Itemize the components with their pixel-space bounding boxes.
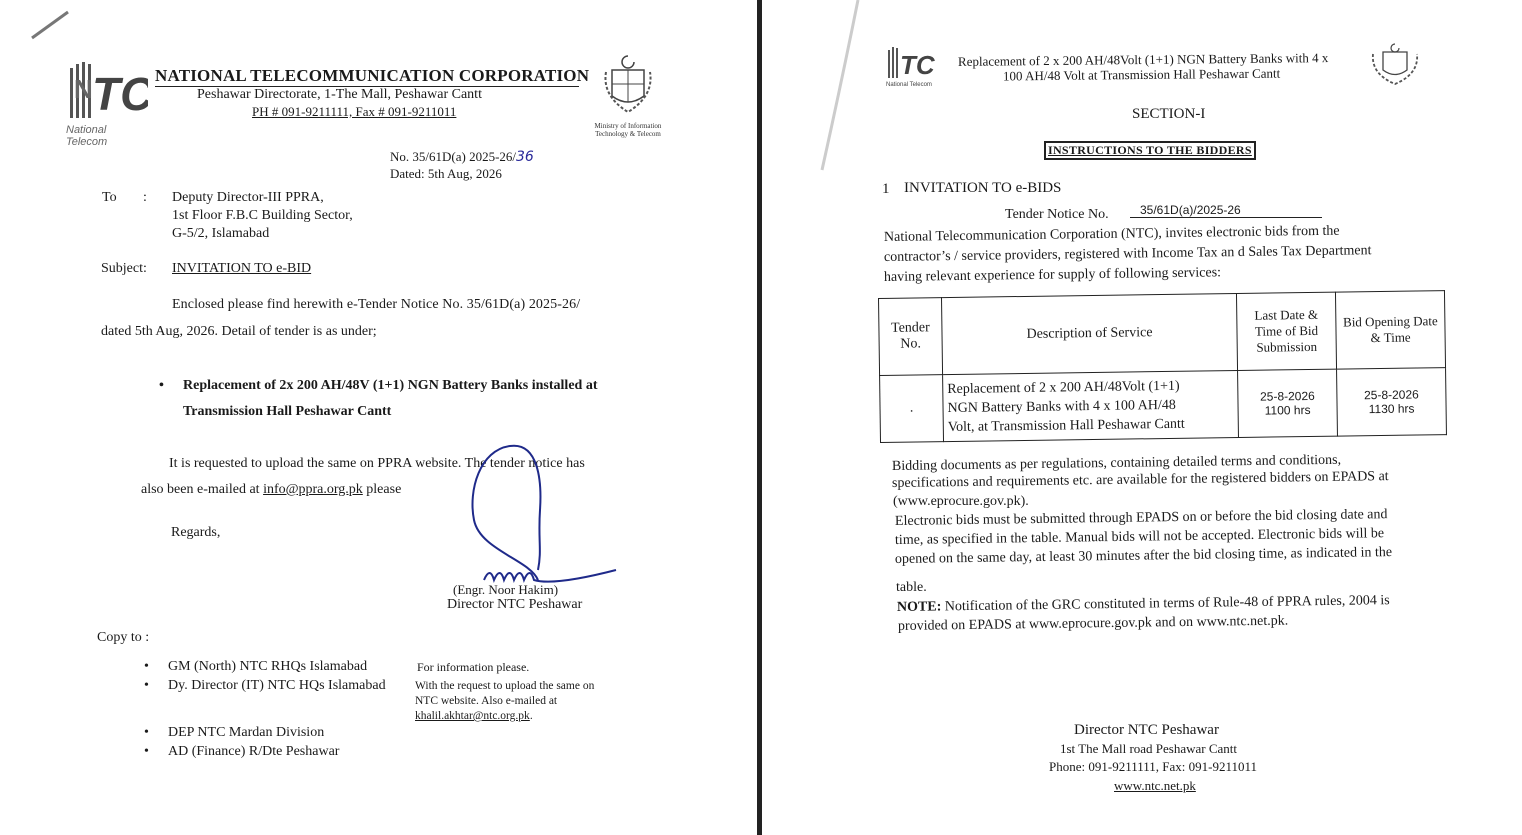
desc-line-2: NGN Battery Banks with 4 x 100 AH/48 [947, 397, 1176, 416]
to-colon: : [143, 190, 147, 205]
cell-tender-no: . [880, 375, 944, 443]
header-tender-no: Tender No. [879, 298, 943, 376]
copy-recipient-1: • GM (North) NTC RHQs Islamabad [168, 659, 367, 675]
para1-line-3: (www.eprocure.gov.pk). [893, 494, 1029, 509]
last-time: 1100 hrs [1264, 402, 1311, 418]
signatory-title: Director NTC Peshawar [447, 597, 583, 612]
para2-line-4: table. [896, 580, 927, 595]
header-last-date: Last Date & Time of Bid Submission [1236, 292, 1336, 370]
footer-website-link[interactable]: www.ntc.net.pk [1114, 778, 1196, 793]
copy-note-1: For information please. [417, 660, 530, 674]
header-description: Description of Service [942, 293, 1238, 374]
reference-number-text: No. 35/61D(a) 2025-26/ [390, 149, 517, 164]
svg-text:N: N [74, 74, 93, 104]
handwritten-number: 36 [516, 149, 534, 165]
para2-line-3: opened on the same day, at least 30 minutes after the bid closing time, as indicated in the [894, 545, 1393, 567]
copy-note-2-line-1: With the request to upload the same on [415, 680, 595, 692]
ppra-email-link[interactable]: info@ppra.org.pk [263, 482, 363, 497]
para1-line-2: specifications and requirements etc. are available for the registered bidders on EPADS at [891, 469, 1389, 491]
copy-note-2-line-2: NTC website. Also e-mailed at [415, 695, 558, 707]
regards: Regards, [171, 525, 221, 540]
letter-page [0, 0, 757, 835]
para1-line-1: Bidding documents as per regulations, containing detailed terms and conditions, [891, 452, 1342, 474]
scan-edge-shadow [802, 0, 862, 200]
tender-item-line-1: • Replacement of 2x 200 AH/48V (1+1) NGN Battery Banks installed at [183, 378, 597, 394]
org-address: Peshawar Directorate, 1-The Mall, Peshawar Cantt [197, 87, 482, 102]
recipient-line-1: Deputy Director-III PPRA, [172, 190, 324, 205]
copy-to-label: Copy to : [97, 630, 150, 645]
state-emblem-small-icon [1367, 42, 1423, 90]
government-emblem [594, 52, 662, 140]
ntc-logo-icon [66, 58, 148, 122]
small-logo-caption: National Telecom [886, 82, 932, 88]
doc-header-line-1: Replacement of 2 x 200 AH/48Volt (1+1) NGN Battery Banks with 4 x [957, 50, 1329, 69]
tender-table [878, 290, 1447, 443]
state-emblem-icon [600, 52, 656, 118]
footer-phone: Phone: 091-9211111, Fax: 091-9211011 [1049, 759, 1257, 774]
note-line-1 [897, 593, 1390, 616]
tender-notice-value: 35/61D(a)/2025-26 [1130, 203, 1322, 218]
intro-line-3: having relevant experience for supply of following services: [883, 265, 1222, 285]
body-paragraph-2-prefix: also been e-mailed at [141, 482, 264, 497]
tender-notice-label: Tender Notice No. [1005, 207, 1109, 222]
intro-line-2: contractor’s / service providers, registered with Income Tax an d Sales Tax Department [883, 243, 1372, 265]
to-label: To [102, 190, 117, 205]
last-date: 25-8-2026 [1259, 388, 1315, 404]
instructions-heading: INSTRUCTIONS TO THE BIDDERS [1044, 141, 1256, 160]
cell-open-date [1337, 368, 1447, 437]
copy-recipient-2: • Dy. Director (IT) NTC HQs Islamabad [168, 678, 386, 694]
cell-description [943, 370, 1239, 441]
org-name: NATIONAL TELECOMMUNICATION CORPORATION [155, 66, 590, 85]
subject-label: Subject: [101, 261, 147, 276]
note-label: NOTE: [896, 599, 942, 615]
doc-header-line-2: 100 AH/48 Volt at Transmission Hall Peshawar Cantt [1002, 65, 1281, 84]
section-title: SECTION-I [1132, 106, 1206, 122]
note-line-2: provided on EPADS at www.eprocure.gov.pk and on www.ntc.net.pk. [897, 613, 1289, 634]
copy-recipient-3: • DEP NTC Mardan Division [168, 725, 324, 741]
ntc-logo [66, 58, 148, 148]
tender-document-page [762, 0, 1522, 835]
ntc-logo-small-icon [886, 44, 936, 80]
note-text: Notification of the GRC constituted in terms of Rule-48 of PPRA rules, 2004 is [941, 593, 1390, 615]
tender-item-line-2: Transmission Hall Peshawar Cantt [183, 404, 392, 419]
it-email-link[interactable]: khalil.akhtar@ntc.org.pk [415, 710, 530, 722]
handwritten-signature [460, 440, 620, 600]
recipient-line-2: 1st Floor F.B.C Building Sector, [172, 208, 353, 223]
header-bid-opening: Bid Opening Date & Time [1335, 291, 1445, 370]
org-phone: PH # 091-9211111, Fax # 091-9211011 [252, 104, 457, 119]
body-paragraph-1-line-1: Enclosed please find herewith e-Tender Notice No. 35/61D(a) 2025-26/ [172, 297, 581, 312]
body-paragraph-2-suffix: please [362, 482, 402, 497]
intro-line-1: National Telecommunication Corporation (NTC), invites electronic bids from the [883, 223, 1340, 245]
dated: Dated: 5th Aug, 2026 [390, 166, 502, 181]
table-header-row [879, 291, 1446, 376]
open-date: 25-8-2026 [1363, 387, 1419, 403]
footer-address: 1st The Mall road Peshawar Cantt [1060, 741, 1238, 756]
item-number: 1 [882, 181, 890, 197]
open-time: 1130 hrs [1368, 401, 1415, 417]
subject-text: INVITATION TO e-BID [172, 261, 312, 276]
svg-text:TC: TC [900, 50, 935, 80]
para2-line-1: Electronic bids must be submitted through EPADS on or before the bid closing date and [894, 507, 1388, 529]
copy-recipient-4: • AD (Finance) R/Dte Peshawar [168, 744, 339, 760]
pen-stroke-mark [28, 8, 72, 42]
body-paragraph-2-line-1: It is requested to upload the same on PPRA website. The tender notice has [169, 456, 585, 471]
footer-title: Director NTC Peshawar [1074, 722, 1219, 738]
ministry-caption-2: Technology & Telecom [595, 130, 661, 138]
copy-note-2-line-3-post: . [529, 710, 533, 722]
copy-note-2-line-3 [415, 710, 533, 722]
reference-number [390, 149, 534, 165]
svg-text:TC: TC [92, 68, 148, 120]
desc-line-1: Replacement of 2 x 200 AH/48Volt (1+1) [947, 378, 1180, 397]
ministry-caption-1: Ministry of Information [594, 122, 662, 130]
table-row [880, 368, 1447, 443]
logo-caption: National Telecom [66, 124, 108, 148]
recipient-line-3: G-5/2, Islamabad [172, 226, 270, 241]
desc-line-3: Volt, at Transmission Hall Peshawar Cantt [947, 416, 1185, 435]
item-title: INVITATION TO e-BIDS [904, 180, 1062, 196]
signatory-name: (Engr. Noor Hakim) [453, 582, 559, 597]
body-paragraph-1-line-2: dated 5th Aug, 2026. Detail of tender is as under; [101, 324, 377, 339]
cell-last-date [1238, 369, 1338, 437]
para2-line-2: time, as specified in the table. Manual bids will not be accepted. Electronic bids will be [894, 526, 1385, 548]
ntc-logo-small [886, 44, 942, 90]
body-paragraph-2-line-2 [141, 482, 401, 498]
